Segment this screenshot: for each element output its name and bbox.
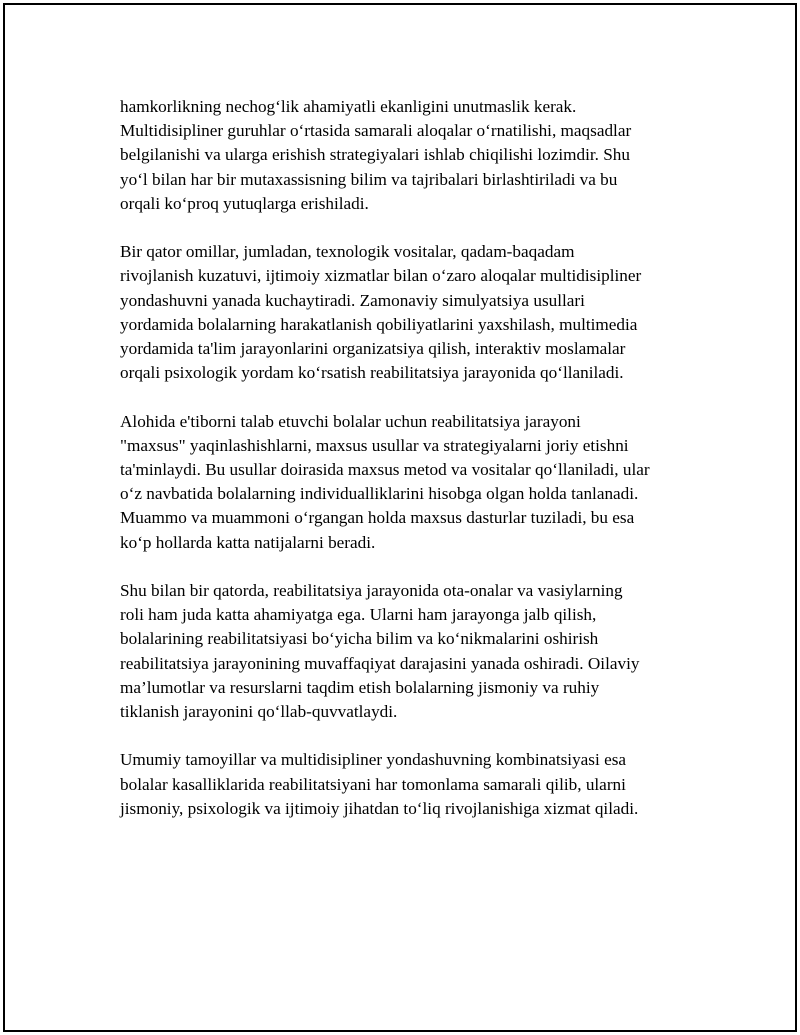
text-line: orqali ko‘proq yutuqlarga erishiladi.	[120, 193, 369, 213]
paragraph-4	[120, 579, 700, 724]
text-line: tiklanish jarayonini qo‘llab-quvvatlaydi.	[120, 702, 398, 722]
paragraph-2	[120, 240, 700, 385]
text-line: Multidisipliner guruhlar o‘rtasida samarali aloqalar o‘rnatilishi, maqsadlar	[120, 121, 632, 141]
text-line: rivojlanish kuzatuvi, ijtimoiy xizmatlar bilan o‘zaro aloqalar multidisipliner	[120, 266, 642, 286]
text-line: ma’lumotlar va resurslarni taqdim etish bolalarning jismoniy va ruhiy	[120, 677, 600, 697]
text-line: roli ham juda katta ahamiyatga ega. Ularni ham jarayonga jalb qilish,	[120, 605, 597, 625]
text-line: o‘z navbatida bolalarning individualliklarini hisobga olgan holda tanlanadi.	[120, 484, 639, 504]
document-body	[120, 95, 700, 845]
page-frame	[3, 3, 797, 1032]
text-line: ta'minlaydi. Bu usullar doirasida maxsus metod va vositalar qo‘llaniladi, ular	[120, 460, 650, 480]
text-line: bolalar kasalliklarida reabilitatsiyani har tomonlama samarali qilib, ularni	[120, 774, 626, 794]
paragraph-5	[120, 748, 700, 821]
text-line: bolalarining reabilitatsiyasi bo‘yicha bilim va ko‘nikmalarini oshirish	[120, 629, 599, 649]
text-line: Bir qator omillar, jumladan, texnologik vositalar, qadam-baqadam	[120, 242, 575, 262]
text-line: Muammo va muammoni o‘rgangan holda maxsus dasturlar tuziladi, bu esa	[120, 508, 635, 528]
text-line: Umumiy tamoyillar va multidisipliner yondashuvning kombinatsiyasi esa	[120, 750, 627, 770]
text-line: yordamida ta'lim jarayonlarini organizatsiya qilish, interaktiv moslamalar	[120, 339, 626, 359]
text-line: Shu bilan bir qatorda, reabilitatsiya jarayonida ota-onalar va vasiylarning	[120, 581, 623, 601]
text-line: Alohida e'tiborni talab etuvchi bolalar uchun reabilitatsiya jarayoni	[120, 411, 581, 431]
text-line: "maxsus" yaqinlashishlarni, maxsus usullar va strategiyalarni joriy etishni	[120, 435, 629, 455]
text-line: belgilanishi va ularga erishish strategiyalari ishlab chiqilishi lozimdir. Shu	[120, 145, 630, 165]
text-line: ko‘p hollarda katta natijalarni beradi.	[120, 532, 376, 552]
text-line: jismoniy, psixologik va ijtimoiy jihatdan to‘liq rivojlanishiga xizmat qiladi.	[120, 798, 639, 818]
paragraph-3	[120, 410, 700, 555]
text-line: yondashuvni yanada kuchaytiradi. Zamonaviy simulyatsiya usullari	[120, 290, 585, 310]
paragraph-1	[120, 95, 700, 216]
text-line: hamkorlikning nechog‘lik ahamiyatli ekanligini unutmaslik kerak.	[120, 97, 577, 116]
text-line: orqali psixologik yordam ko‘rsatish reabilitatsiya jarayonida qo‘llaniladi.	[120, 363, 624, 383]
text-line: reabilitatsiya jarayonining muvaffaqiyat darajasini yanada oshiradi. Oilaviy	[120, 653, 640, 673]
text-line: yordamida bolalarning harakatlanish qobiliyatlarini yaxshilash, multimedia	[120, 314, 638, 334]
text-line: yo‘l bilan har bir mutaxassisning bilim va tajribalari birlashtiriladi va bu	[120, 169, 618, 189]
